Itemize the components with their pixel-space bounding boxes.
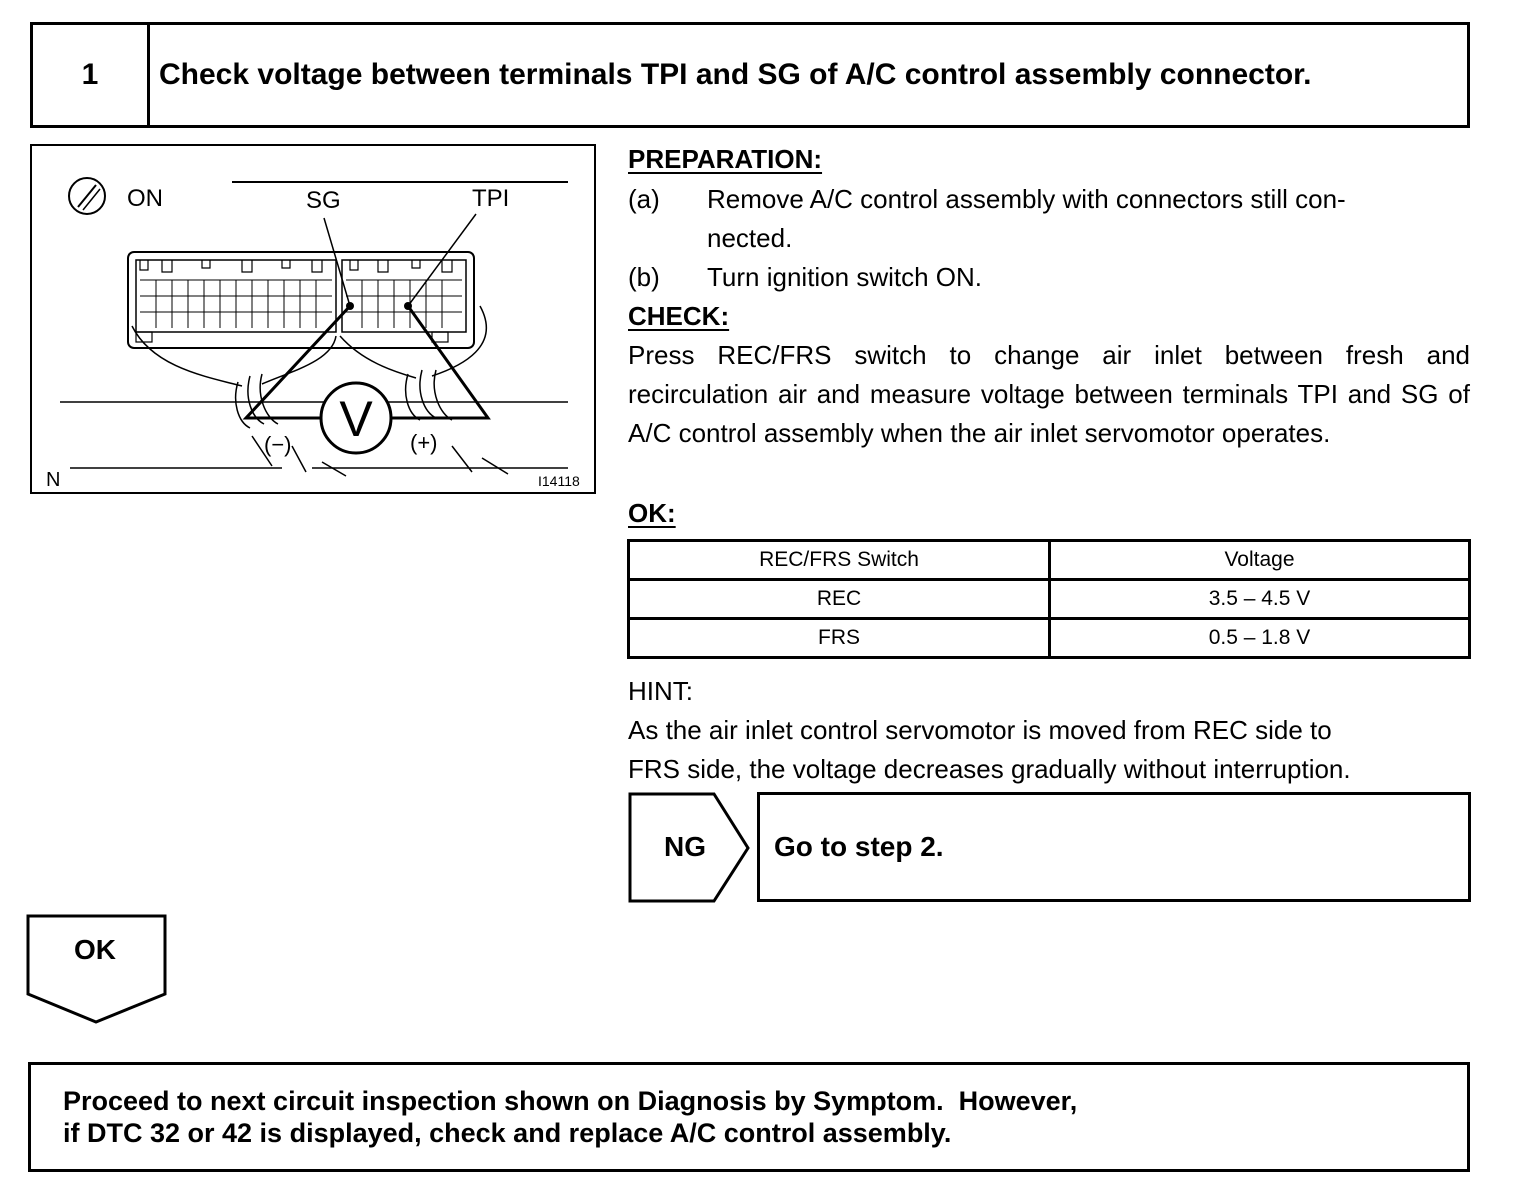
connector-body [128,252,474,348]
switch-cell: FRS [629,619,1050,658]
hint-line1: As the air inlet control servomotor is moved from REC side to [628,715,1332,745]
corner-letter: N [46,469,61,491]
ok-heading: OK: [628,498,676,528]
ok-label: OK [74,934,116,965]
column-header-switch: REC/FRS Switch [629,541,1050,580]
preparation-heading: PREPARATION: [628,144,823,174]
column-header-voltage: Voltage [1050,541,1470,580]
probe-positive-label: (+) [410,430,438,455]
ng-action-box [757,792,1471,902]
final-instruction-box [28,1062,1470,1172]
switch-cell: REC [629,580,1050,619]
prep-step-b-marker: (b) [628,262,660,292]
step-title: Check voltage between terminals TPI and SG of A/C control assembly connector. [159,58,1312,91]
voltage-cell: 0.5 – 1.8 V [1050,619,1470,658]
ok-arrow-shape [26,914,168,1026]
check-instructions: Press REC/FRS switch to change air inlet between fresh and recirculation air and measure voltage between terminals TPI and SG of A/C control assembly when the air inlet servomotor operates. [628,340,1470,448]
final-instruction-text [63,1085,1077,1149]
prep-step-a-marker: (a) [628,184,660,214]
step-header [30,22,1470,128]
terminal-tpi-label: TPI [472,185,510,212]
figure-code: I14118 [538,473,580,489]
final-line1: Proceed to next circuit inspection shown on Diagnosis by Symptom. However, [63,1086,1078,1116]
step-number: 1 [33,25,150,125]
prep-step-b-line1: Turn ignition switch ON. [707,262,983,292]
connector-illustration [30,144,596,494]
check-heading: CHECK: [628,301,730,331]
prep-step-a-line2: nected. [707,223,793,253]
sg-leader [324,218,350,306]
table-row [629,619,1470,658]
ng-action-text: Go to step 2. [774,831,944,862]
probe-negative-label: (−) [264,432,292,457]
table-row [629,580,1470,619]
meter-symbol: V [339,391,373,447]
terminal-sg-label: SG [306,187,341,214]
ng-label: NG [664,831,706,862]
connector-diagram [32,146,594,492]
ok-spec-table [627,539,1471,659]
hint-line2: FRS side, the voltage decreases gradually without interruption. [628,754,1351,784]
switch-label: ON [127,185,163,212]
final-line2: if DTC 32 or 42 is displayed, check and replace A/C control assembly. [63,1118,952,1148]
ignition-switch-icon [69,178,105,214]
voltage-cell: 3.5 – 4.5 V [1050,580,1470,619]
prep-step-a-line1: Remove A/C control assembly with connectors still con- [707,184,1346,214]
table-header-row [629,541,1470,580]
hint-heading: HINT: [628,676,693,706]
